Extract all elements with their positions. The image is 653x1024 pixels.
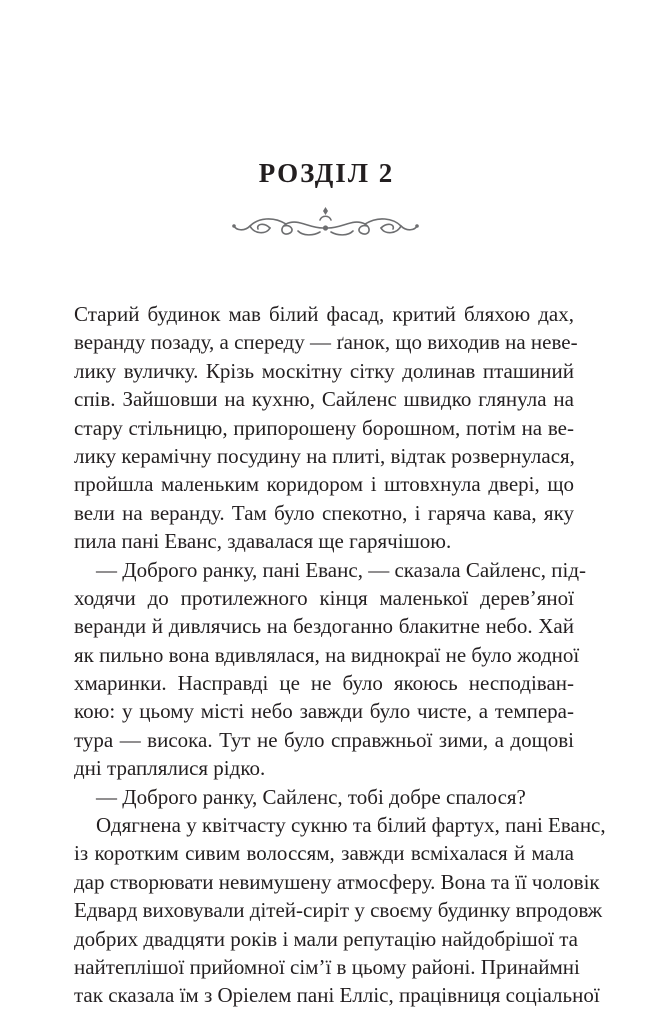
text-line: хмаринки. Насправді це не було якоюсь несподіван- [74,671,574,696]
text-line: — Доброго ранку, Сайленс, тобі добре спалося? [96,784,526,809]
text-line: ходячи до протилежного кінця маленької дерев’яної [74,585,574,610]
text-line: пила пані Еванс, здавалася ще гарячішою. [74,529,452,554]
text-line: найтеплішої прийомної сім’ї в цьому районі. Принаймні [74,954,580,979]
text-line: веранди й дивлячись на бездоганно блакитне небо. Хай [74,614,574,639]
text-line: спів. Зайшовши на кухню, Сайленс швидко глянула на [74,387,574,412]
text-line: лику керамічну посудину на плиті, відтак розвернулася, [74,443,575,468]
text-line: Старий будинок мав білий фасад, критий бляхою дах, [74,302,574,326]
text-line: лику вуличку. Крізь москітну сітку долинав пташиний [74,358,574,383]
text-line: Одягнена у квітчасту сукню та білий фартух, пані Еванс, [96,813,606,838]
text-line: веранду позаду, а спереду — ґанок, що виходив на неве- [74,330,578,355]
text-line: тура — висока. Тут не було справжньої зими, а дощові [74,727,574,752]
text-line: Едвард виховували дітей-сиріт у своєму будинку впродовж [74,898,603,923]
text-line: дар створювати невимушену атмосферу. Вона та її чоловік [74,869,600,894]
text-line: пройшла маленьким коридором і штовхнула двері, що [74,472,574,497]
text-line: так сказала їм з Оріелем пані Елліс, працівниця соціальної [74,983,600,1008]
text-line: із коротким сивим волоссям, завжди всміхалася й мала [74,841,574,866]
chapter-body-text [74,300,606,1010]
text-line: як пильно вона вдивлялася, на виднокраї не було жодної [74,642,580,667]
flourish-divider-icon [228,204,423,244]
text-line: кою: у цьому місті небо завжди було чисте, а темпера- [74,699,574,724]
text-line: добрих двадцяти років і мали репутацію найдобрішої та [74,926,578,951]
chapter-title: РОЗДІЛ 2 [258,158,395,188]
text-line: дні траплялися рідко. [74,756,266,781]
text-line: стару стільницю, припорошену борошном, потім на ве- [74,415,574,440]
text-line: вели на веранду. Там було спекотно, і гаряча кава, яку [74,500,574,525]
text-line: — Доброго ранку, пані Еванс, — сказала Сайленс, під- [96,557,586,582]
